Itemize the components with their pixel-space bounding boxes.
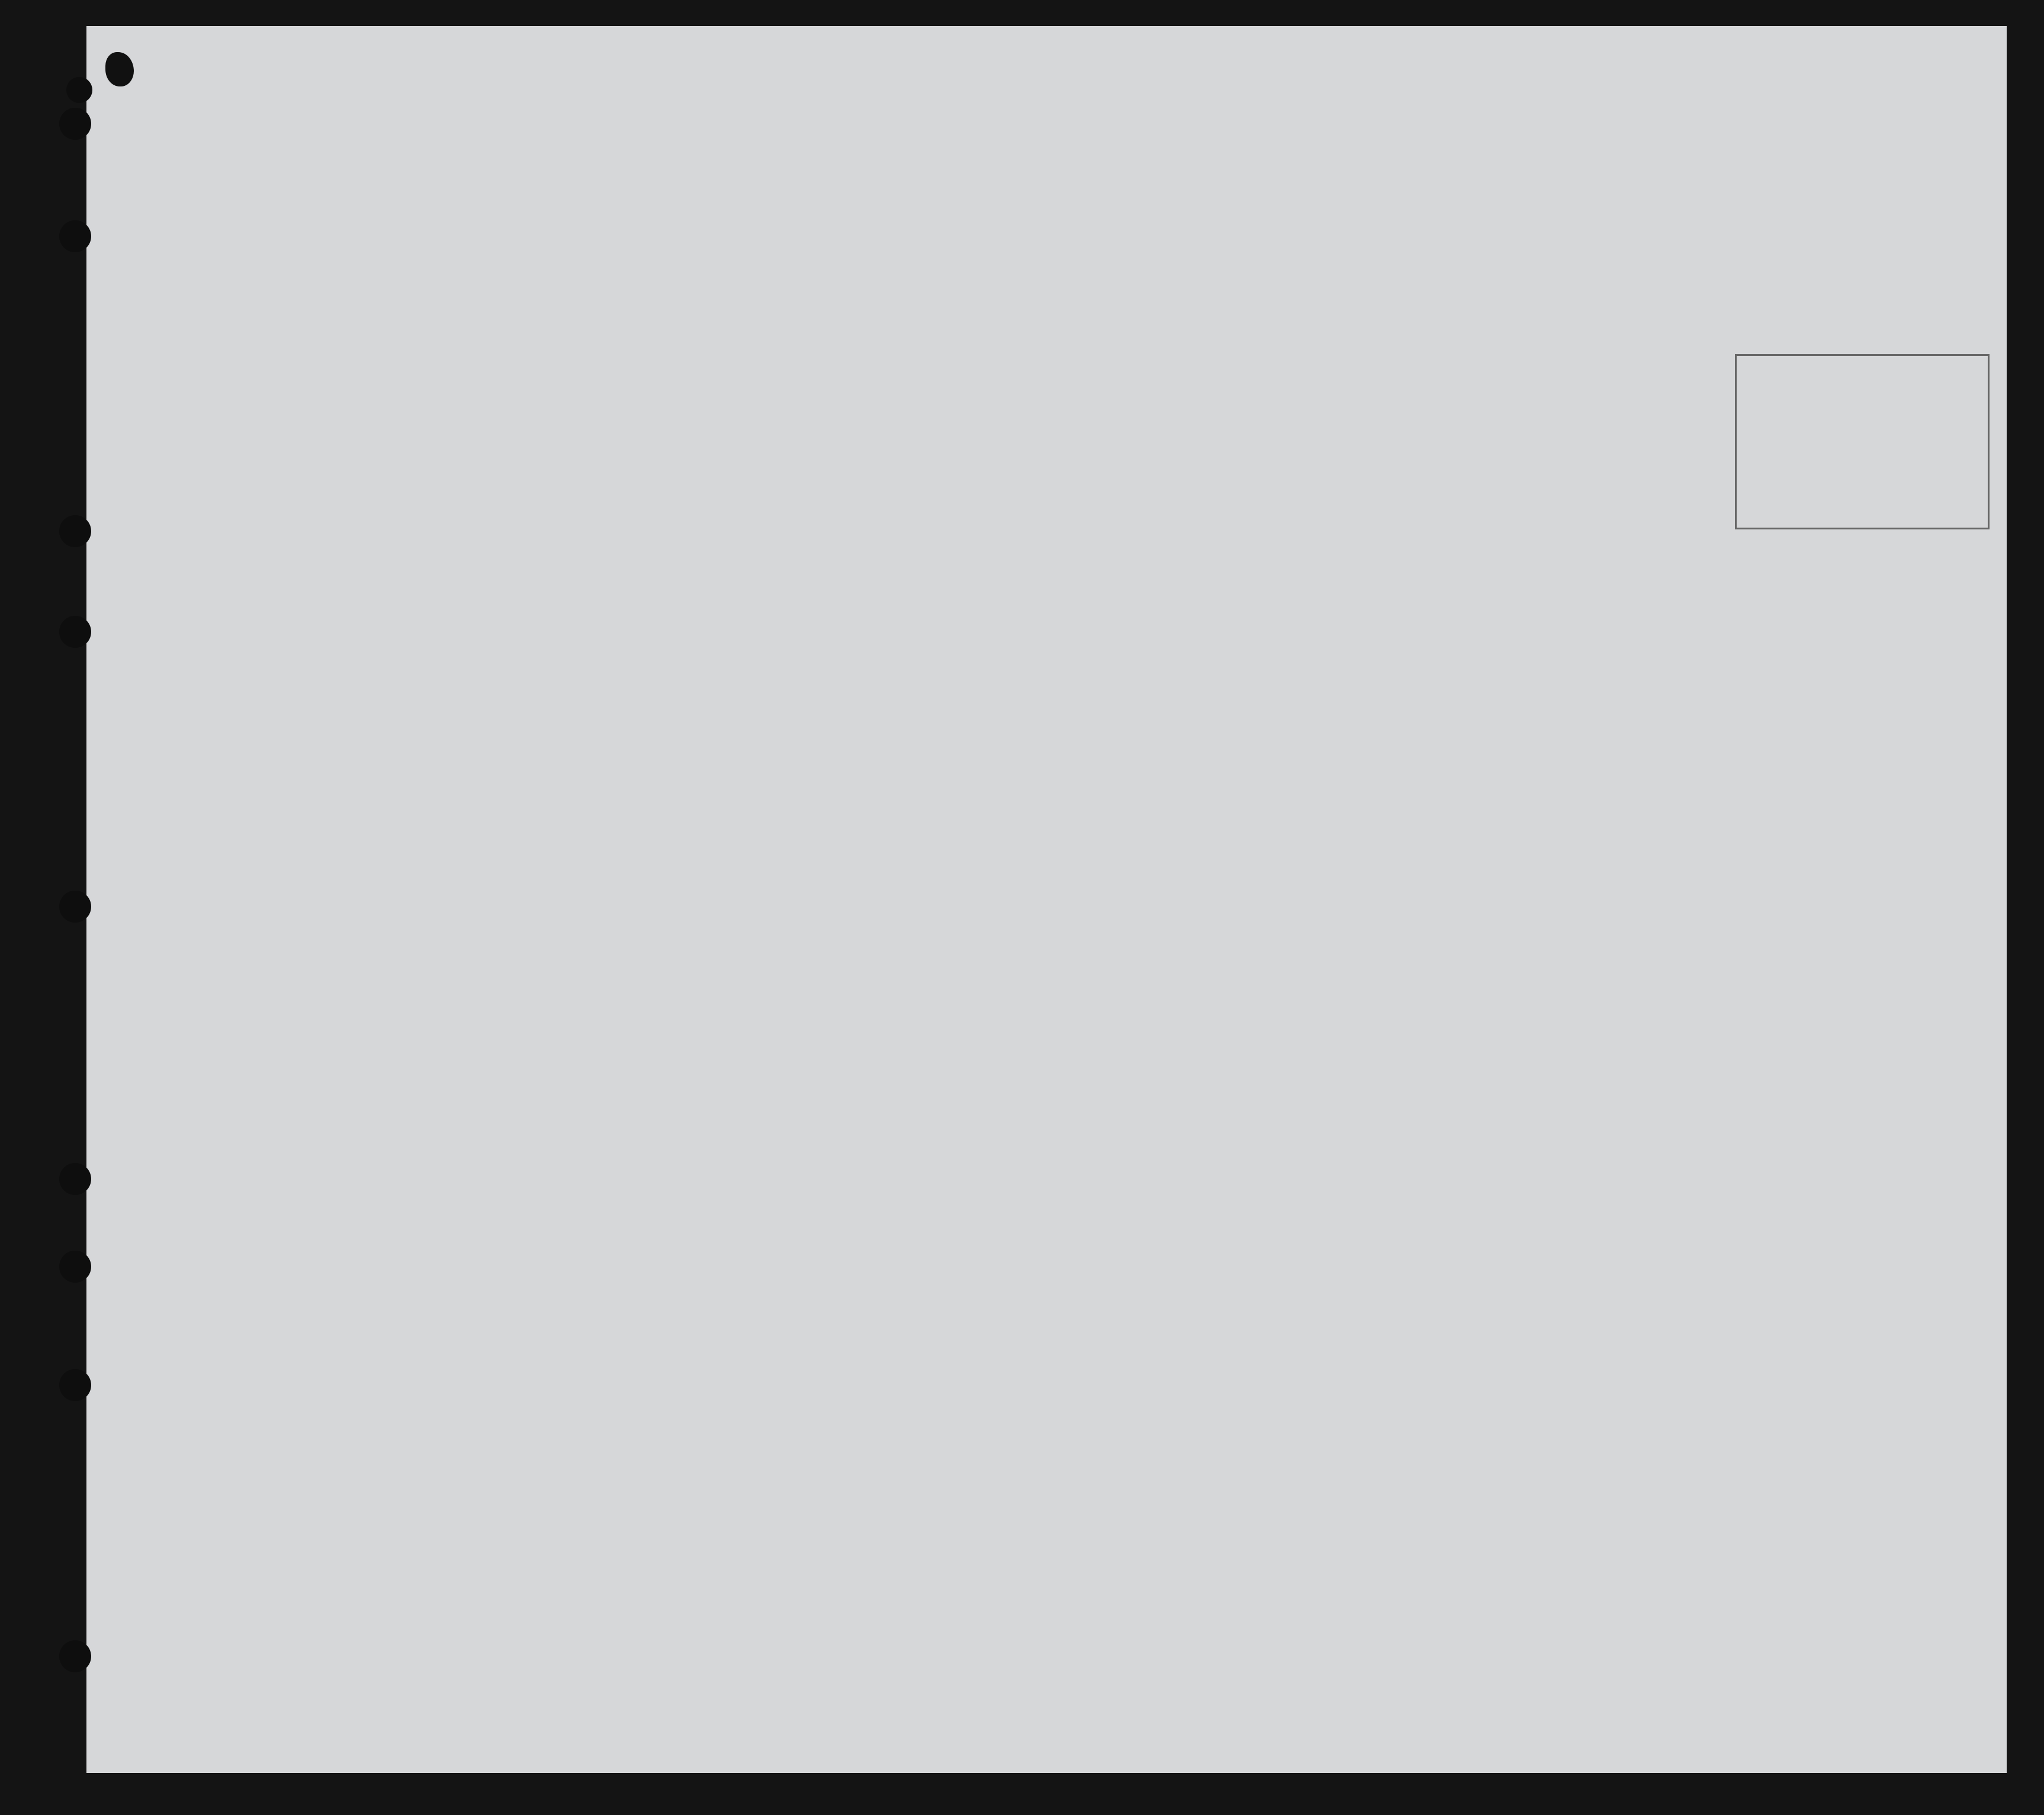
punch-hole xyxy=(59,515,91,547)
punch-hole xyxy=(59,220,91,252)
punch-hole xyxy=(59,1251,91,1283)
punch-hole xyxy=(59,108,91,140)
inspector-stamp xyxy=(1735,354,1990,529)
punch-hole xyxy=(59,1369,91,1401)
punch-hole xyxy=(59,891,91,923)
punch-hole xyxy=(59,616,91,648)
manifest-sheet xyxy=(86,26,2007,1773)
punch-hole xyxy=(66,77,92,103)
punch-hole xyxy=(59,1640,91,1672)
punch-hole xyxy=(59,1163,91,1195)
table-grid xyxy=(86,26,2007,1773)
